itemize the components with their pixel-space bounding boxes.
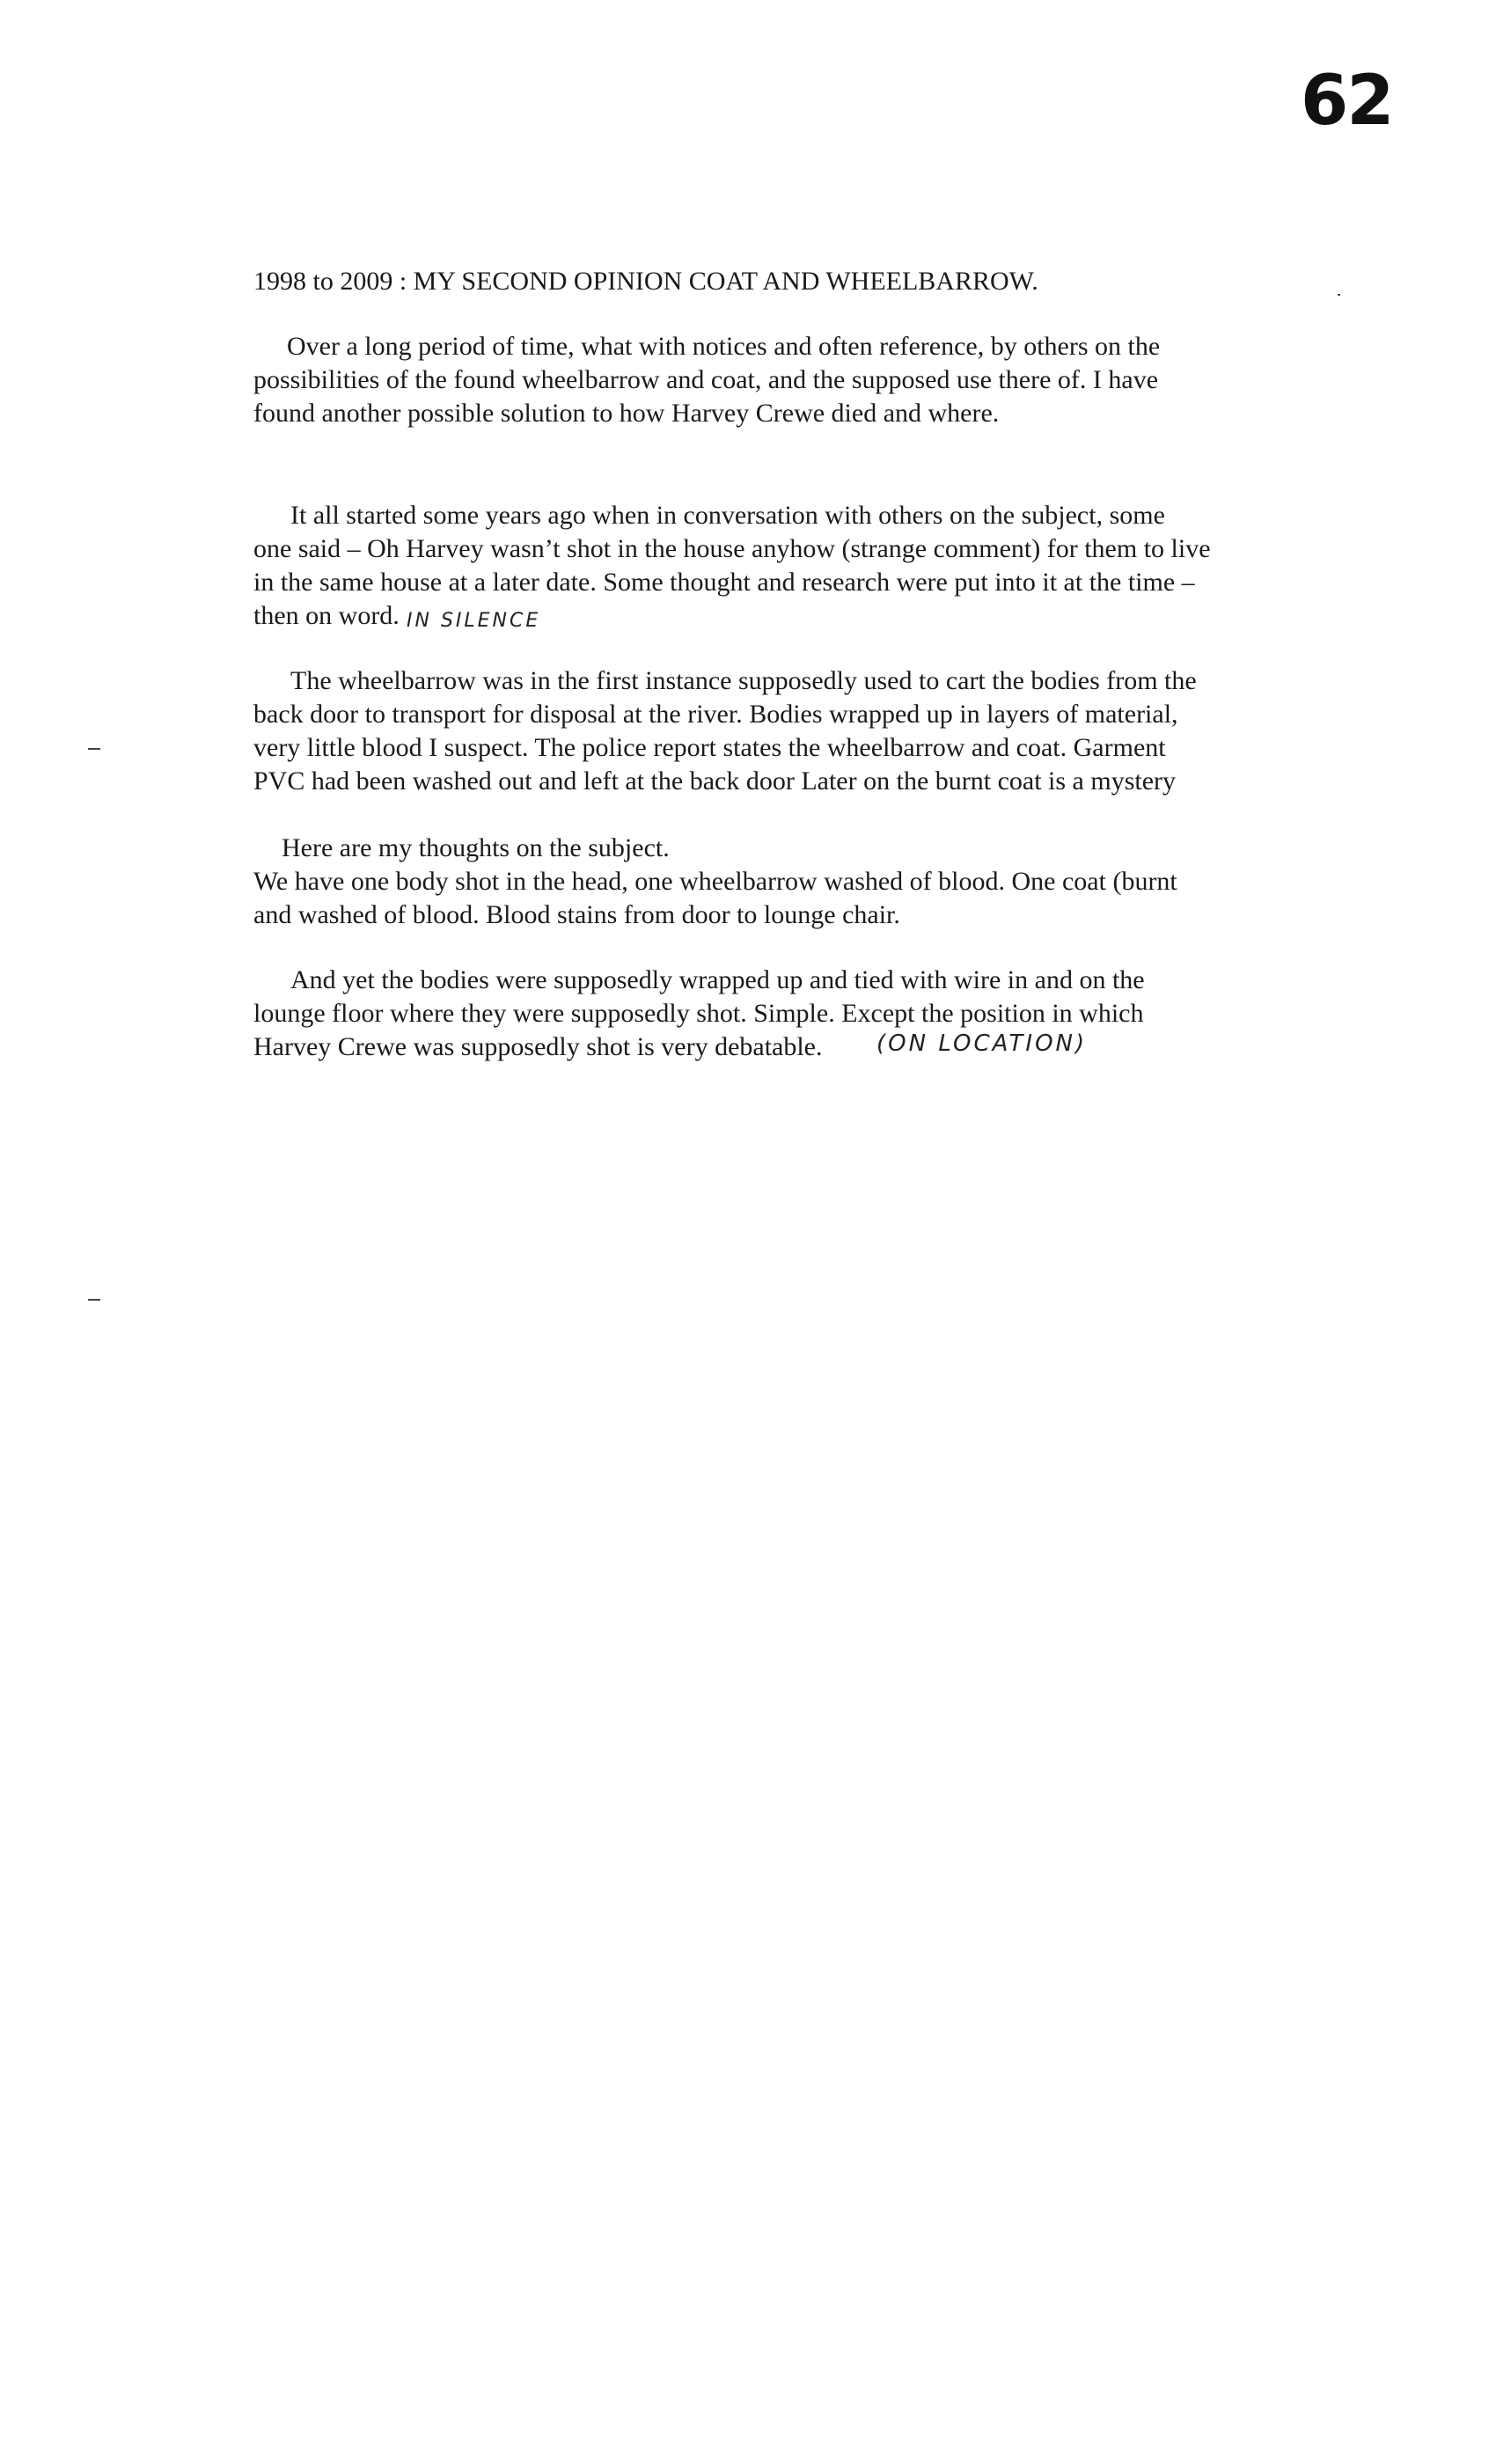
paragraph-4-line-3: and washed of blood. Blood stains from door to lounge chair. (253, 900, 900, 929)
paragraph-3-line-3: very little blood I suspect. The police report states the wheelbarrow and coat. Garment (253, 733, 1166, 762)
paragraph-2-line-4: then on word. (253, 601, 400, 630)
paragraph-4-line-1: Here are my thoughts on the subject. (282, 833, 670, 862)
scan-speck (88, 1299, 100, 1301)
paragraph-5-line-3: Harvey Crewe was supposedly shot is very debatable. (253, 1032, 823, 1061)
paragraph-1-line-2: possibilities of the found wheelbarrow and coat, and the supposed use there of. I have (253, 365, 1159, 394)
paragraph-1-line-3: found another possible solution to how Harvey Crewe died and where. (253, 399, 1000, 428)
scan-speck (88, 748, 100, 750)
paragraph-2-line-2: one said – Oh Harvey wasn’t shot in the house anyhow (strange comment) for them to live (253, 534, 1211, 563)
paragraph-2-line-1: It all started some years ago when in conversation with others on the subject, some (290, 501, 1165, 530)
document-title: 1998 to 2009 : MY SECOND OPINION COAT AND WHEELBARROW. (253, 267, 1038, 296)
handwritten-annotation-in-silence: IN SILENCE (407, 610, 541, 632)
paragraph-5-line-1: And yet the bodies were supposedly wrapped up and tied with wire in and on the (290, 965, 1145, 994)
page-number: 62 (1301, 62, 1393, 141)
paragraph-4-line-2: We have one body shot in the head, one wheelbarrow washed of blood. One coat (burnt (253, 867, 1177, 896)
paragraph-1-line-1: Over a long period of time, what with notices and often reference, by others on the (287, 332, 1161, 361)
paragraph-5-line-2: lounge floor where they were supposedly shot. Simple. Except the position in which (253, 999, 1144, 1028)
paragraph-3-line-4: PVC had been washed out and left at the back door Later on the burnt coat is a mystery (253, 766, 1177, 796)
handwritten-annotation-on-location: (ON LOCATION) (876, 1030, 1088, 1057)
paragraph-2-line-3: in the same house at a later date. Some thought and research were put into it at the time – (253, 568, 1195, 597)
paragraph-3-line-2: back door to transport for disposal at the river. Bodies wrapped up in layers of material, (253, 700, 1178, 729)
paragraph-3-line-1: The wheelbarrow was in the first instance supposedly used to cart the bodies from the (290, 666, 1197, 695)
scan-speck (1338, 294, 1340, 296)
